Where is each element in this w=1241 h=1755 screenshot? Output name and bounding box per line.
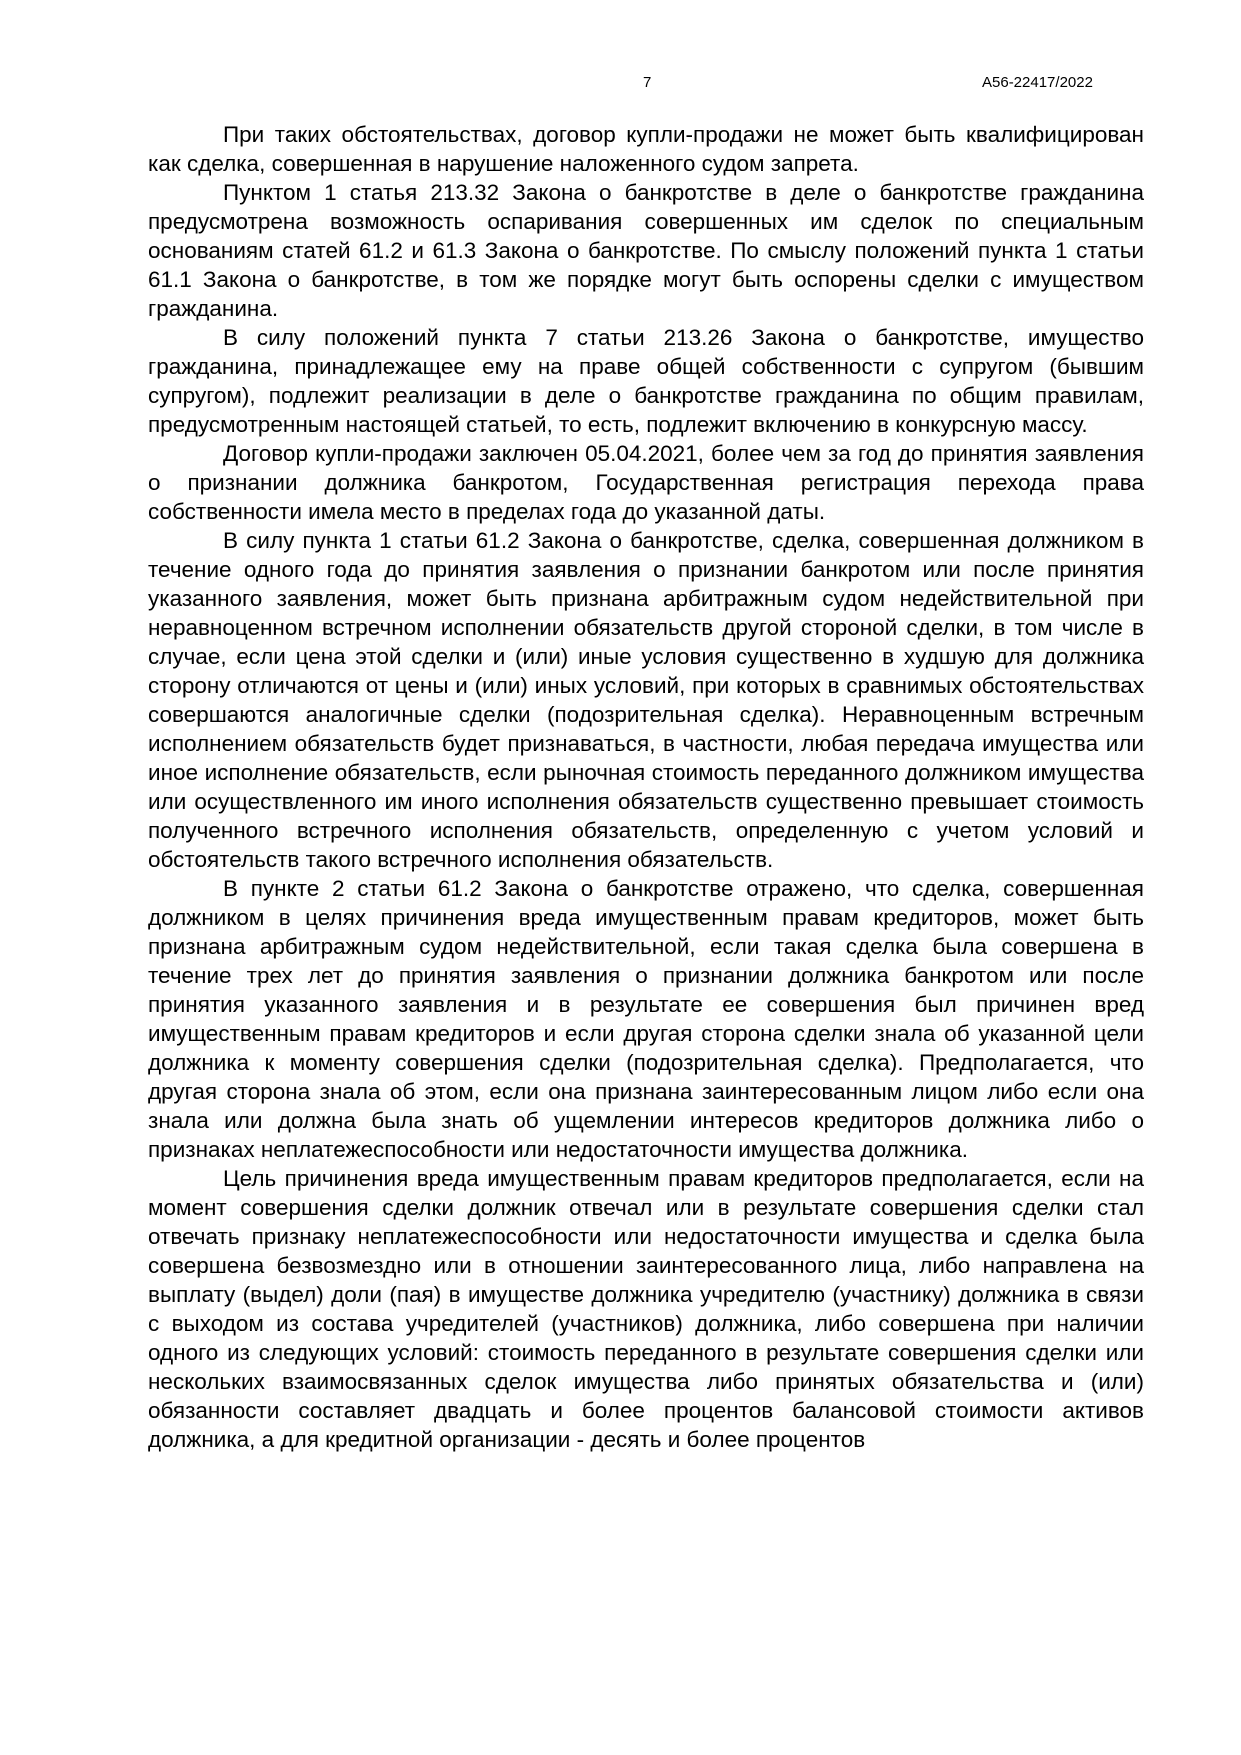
paragraph: При таких обстоятельствах, договор купли-продажи не может быть квалифицирован как сделка, совершенная в нарушение наложенного судом запрета. xyxy=(148,122,1144,176)
paragraph: Договор купли-продажи заключен 05.04.2021, более чем за год до принятия заявления о признании должника банкротом, Государственная регистрация перехода права собственности имела место в пределах года до указанной даты. xyxy=(148,441,1144,524)
paragraph: Пунктом 1 статья 213.32 Закона о банкротстве в деле о банкротстве гражданина предусмотрена возможность оспаривания совершенных им сделок по специальным основаниям статей 61.2 и 61.3 Закона о банкротстве. По смыслу положений пункта 1 статьи 61.1 Закона о банкротстве, в том же порядке могут быть оспорены сделки с имуществом гражданина. xyxy=(148,180,1144,321)
paragraph: В силу положений пункта 7 статьи 213.26 Закона о банкротстве, имущество гражданина, принадлежащее ему на праве общей собственности с супругом (бывшим супругом), подлежит реализации в деле о банкротстве гражданина по общим правилам, предусмотренным настоящей статьей, то есть, подлежит включению в конкурсную массу. xyxy=(148,325,1144,437)
case-number: А56-22417/2022 xyxy=(982,74,1093,91)
page-number: 7 xyxy=(643,74,652,91)
document-body xyxy=(148,120,1144,1454)
paragraph: В силу пункта 1 статьи 61.2 Закона о банкротстве, сделка, совершенная должником в течение одного года до принятия заявления о признании банкротом или после принятия указанного заявления, может быть признана арбитражным судом недействительной при неравноценном встречном исполнении обязательств другой стороной сделки, в том числе в случае, если цена этой сделки и (или) иные условия существенно в худшую для должника сторону отличаются от цены и (или) иных условий, при которых в сравнимых обстоятельствах совершаются аналогичные сделки (подозрительная сделка). Неравноценным встречным исполнением обязательств будет признаваться, в частности, любая передача имущества или иное исполнение обязательств, если рыночная стоимость переданного должником имущества или осуществленного им иного исполнения обязательств существенно превышает стоимость полученного встречного исполнения обязательств, определенную с учетом условий и обстоятельств такого встречного исполнения обязательств. xyxy=(148,528,1144,872)
page-header xyxy=(0,74,1241,98)
paragraph: В пункте 2 статьи 61.2 Закона о банкротстве отражено, что сделка, совершенная должником в целях причинения вреда имущественным правам кредиторов, может быть признана арбитражным судом недействительной, если такая сделка была совершена в течение трех лет до принятия заявления о признании должника банкротом или после принятия указанного заявления и в результате ее совершения был причинен вред имущественным правам кредиторов и если другая сторона сделки знала об указанной цели должника к моменту совершения сделки (подозрительная сделка). Предполагается, что другая сторона знала об этом, если она признана заинтересованным лицом либо если она знала или должна была знать об ущемлении интересов кредиторов должника либо о признаках неплатежеспособности или недостаточности имущества должника. xyxy=(148,876,1144,1162)
paragraph: Цель причинения вреда имущественным правам кредиторов предполагается, если на момент совершения сделки должник отвечал или в результате совершения сделки стал отвечать признаку неплатежеспособности или недостаточности имущества и сделка была совершена безвозмездно или в отношении заинтересованного лица, либо направлена на выплату (выдел) доли (пая) в имуществе должника учредителю (участнику) должника в связи с выходом из состава учредителей (участников) должника, либо совершена при наличии одного из следующих условий: стоимость переданного в результате совершения сделки или нескольких взаимосвязанных сделок имущества либо принятых обязательства и (или) обязанности составляет двадцать и более процентов балансовой стоимости активов должника, а для кредитной организации - десять и более процентов xyxy=(148,1166,1144,1452)
